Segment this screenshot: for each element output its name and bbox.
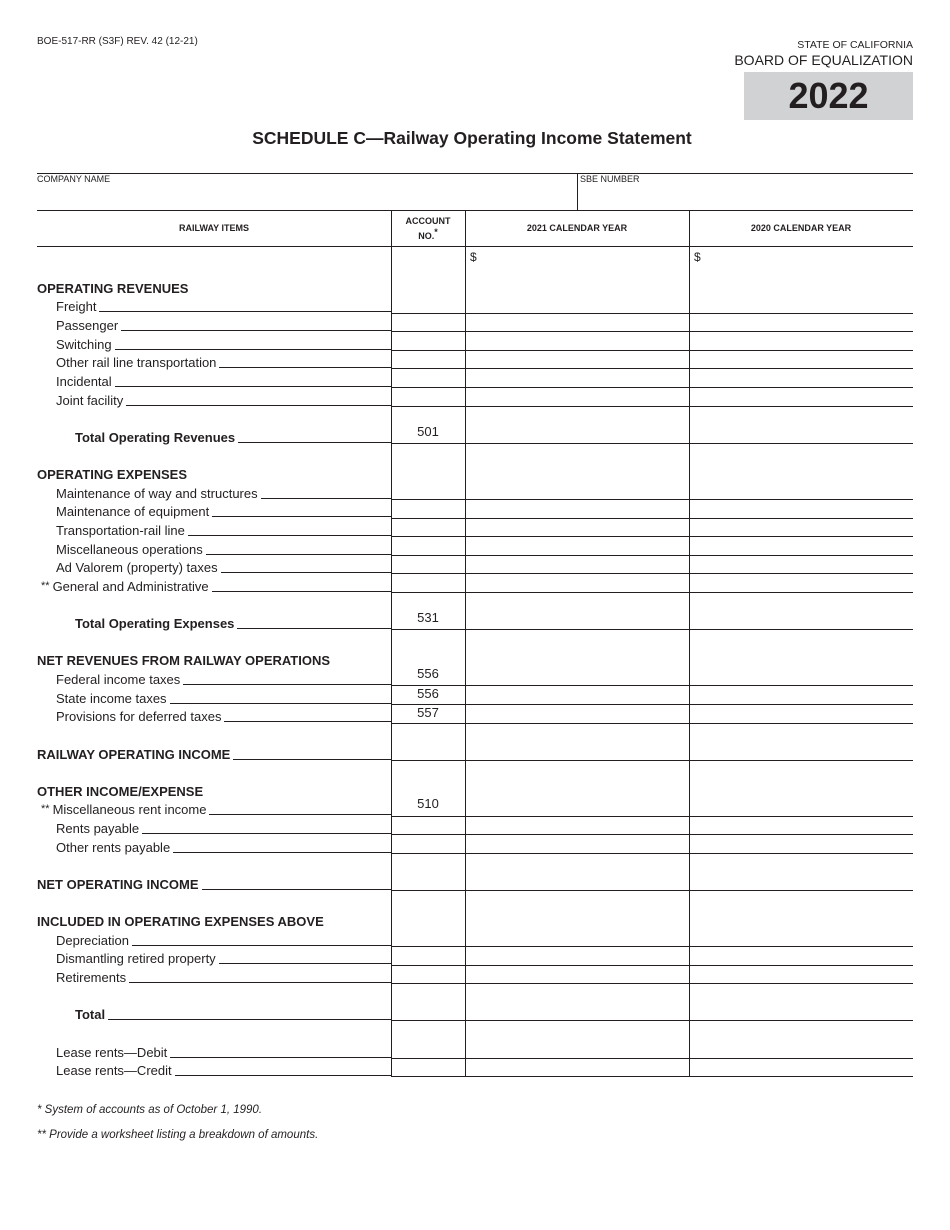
amount-2020-cell[interactable]: [690, 388, 912, 406]
row-label: Total Operating Revenues: [75, 430, 236, 445]
row-label: Miscellaneous operations: [56, 542, 203, 557]
double-asterisk: **: [41, 580, 50, 592]
amount-2020-cell[interactable]: [690, 518, 912, 536]
row-label: Rents payable: [56, 821, 140, 836]
row-label: Dismantling retired property: [56, 951, 216, 966]
row-label: Transportation-rail line: [56, 523, 185, 538]
amount-2021-cell[interactable]: [466, 425, 688, 443]
row-label: Other rents payable: [56, 840, 171, 855]
amount-2020-cell[interactable]: [690, 835, 912, 853]
amount-2020-cell[interactable]: [690, 295, 912, 313]
row-label: State income taxes: [56, 691, 167, 706]
amount-2021-cell[interactable]: [466, 537, 688, 555]
row-label: Total Operating Expenses: [75, 616, 235, 631]
dollar-sign-2020: $: [694, 250, 701, 264]
form-number: BOE-517-RR (S3F) REV. 42 (12-21): [37, 36, 198, 47]
amount-2020-cell[interactable]: [690, 798, 912, 816]
amount-2021-cell[interactable]: [466, 667, 688, 685]
col-header-items: RAILWAY ITEMS: [178, 223, 249, 233]
cell-rule: [391, 760, 913, 761]
amount-2021-cell[interactable]: [466, 369, 688, 387]
row-label: Freight: [56, 299, 97, 314]
account-federal-tax: 556: [417, 666, 439, 681]
row-label: Other rail line transportation: [56, 355, 217, 370]
amount-2020-cell[interactable]: [690, 965, 912, 983]
row-label: RAILWAY OPERATING INCOME: [37, 747, 231, 762]
amount-2021-cell[interactable]: [466, 816, 688, 834]
account-state-tax: 556: [417, 686, 439, 701]
amount-2020-cell[interactable]: [690, 481, 912, 499]
amount-2021-cell[interactable]: [466, 686, 688, 704]
row-label: Switching: [56, 337, 112, 352]
account-deferred-tax: 557: [417, 705, 439, 720]
amount-2021-cell[interactable]: [466, 313, 688, 331]
board-label: BOARD OF EQUALIZATION: [734, 52, 913, 68]
section-other-income: OTHER INCOME/EXPENSE: [37, 784, 204, 799]
section-net-revenues: NET REVENUES FROM RAILWAY OPERATIONS: [37, 653, 331, 668]
section-operating-expenses: OPERATING EXPENSES: [37, 467, 188, 482]
footnote-1: * System of accounts as of October 1, 1990.: [37, 1104, 263, 1116]
state-label: STATE OF CALIFORNIA: [797, 39, 913, 51]
amount-2020-cell[interactable]: [690, 555, 912, 573]
row-label: Total: [75, 1007, 106, 1022]
amount-2021-cell[interactable]: [466, 947, 688, 965]
amount-2020-cell[interactable]: [690, 667, 912, 685]
amount-2021-cell[interactable]: [466, 872, 688, 890]
cell-rule: [391, 406, 913, 407]
section-included-expenses: INCLUDED IN OPERATING EXPENSES ABOVE: [37, 914, 324, 929]
amount-2020-cell[interactable]: [690, 816, 912, 834]
amount-2021-cell[interactable]: [466, 295, 688, 313]
row-label: Provisions for deferred taxes: [56, 709, 222, 724]
amount-2021-cell[interactable]: [466, 705, 688, 723]
amount-2020-cell[interactable]: [690, 1002, 912, 1020]
amount-2020-cell[interactable]: [690, 947, 912, 965]
double-asterisk: **: [41, 803, 50, 815]
amount-2020-cell[interactable]: [690, 574, 912, 592]
account-no-text: NO.: [418, 231, 435, 241]
account-total-revenues: 501: [417, 424, 439, 439]
account-header-line1: ACCOUNT: [405, 216, 451, 226]
cell-rule: [391, 723, 913, 724]
amount-2021-cell[interactable]: [466, 965, 688, 983]
row-label: Maintenance of equipment: [56, 504, 210, 519]
sbe-number-field[interactable]: [580, 186, 910, 208]
amount-2020-cell[interactable]: [690, 872, 912, 890]
account-total-expenses: 531: [417, 610, 439, 625]
amount-2021-cell[interactable]: [466, 611, 688, 629]
amount-2021-cell[interactable]: [466, 742, 688, 760]
row-label: Lease rents—Credit: [56, 1063, 172, 1078]
amount-2020-cell[interactable]: [690, 611, 912, 629]
dollar-sign-2021: $: [470, 250, 477, 264]
amount-2020-cell[interactable]: [690, 705, 912, 723]
amount-2020-cell[interactable]: [690, 425, 912, 443]
header-top-rule: [37, 210, 913, 211]
amount-2021-cell[interactable]: [466, 332, 688, 350]
company-name-field[interactable]: [37, 186, 575, 208]
form-year: 2022: [744, 72, 913, 120]
col-header-account: [391, 216, 465, 242]
amount-2020-cell[interactable]: [690, 369, 912, 387]
amount-2020-cell[interactable]: [690, 500, 912, 518]
amount-2020-cell[interactable]: [690, 350, 912, 368]
cell-rule: [391, 629, 913, 630]
row-label: Passenger: [56, 318, 119, 333]
amount-2020-cell[interactable]: [690, 313, 912, 331]
cell-rule: [391, 1020, 913, 1021]
row-label: Incidental: [56, 374, 112, 389]
cell-rule: [391, 592, 913, 593]
amount-2021-cell[interactable]: [466, 1040, 688, 1058]
cell-rule: [391, 890, 913, 891]
amount-2021-cell[interactable]: [466, 574, 688, 592]
sbe-number-label: SBE NUMBER: [580, 174, 640, 184]
account-asterisk: *: [434, 227, 438, 237]
amount-2021-cell[interactable]: [466, 500, 688, 518]
amount-2021-cell[interactable]: [466, 1002, 688, 1020]
amount-2021-cell[interactable]: [466, 518, 688, 536]
row-label: Joint facility: [56, 393, 124, 408]
footnote-2: ** Provide a worksheet listing a breakdown of amounts.: [37, 1129, 319, 1141]
amount-2020-cell[interactable]: [690, 686, 912, 704]
cell-rule: [391, 443, 913, 444]
amount-2021-cell[interactable]: [466, 388, 688, 406]
row-label: Ad Valorem (property) taxes: [56, 560, 218, 575]
amount-2021-cell[interactable]: [466, 798, 688, 816]
cell-rule: [391, 1076, 913, 1077]
amount-2020-cell[interactable]: [690, 1040, 912, 1058]
amount-2020-cell[interactable]: [690, 1058, 912, 1076]
amount-2020-cell[interactable]: [690, 742, 912, 760]
amount-2020-cell[interactable]: [690, 332, 912, 350]
row-label: Maintenance of way and structures: [56, 486, 258, 501]
account-misc-rent: 510: [417, 796, 439, 811]
amount-2021-cell[interactable]: [466, 928, 688, 946]
amount-2021-cell[interactable]: [466, 481, 688, 499]
amount-2021-cell[interactable]: [466, 350, 688, 368]
amount-2020-cell[interactable]: [690, 537, 912, 555]
page-title: SCHEDULE C—Railway Operating Income Statement: [252, 128, 692, 148]
cell-rule: [391, 983, 913, 984]
row-label: Retirements: [56, 970, 127, 985]
amount-2020-cell[interactable]: [690, 928, 912, 946]
amount-2021-cell[interactable]: [466, 555, 688, 573]
amount-2021-cell[interactable]: [466, 835, 688, 853]
header-bottom-rule: [37, 246, 913, 247]
amount-2021-cell[interactable]: [466, 1058, 688, 1076]
field-top-rule: [37, 173, 913, 174]
row-label: Miscellaneous rent income: [52, 802, 207, 817]
row-label: NET OPERATING INCOME: [37, 877, 199, 892]
account-header-line2: [391, 227, 465, 242]
row-label: Lease rents—Debit: [56, 1045, 168, 1060]
field-divider: [577, 173, 578, 210]
row-label: Depreciation: [56, 933, 129, 948]
col-header-2021: 2021 CALENDAR YEAR: [526, 223, 628, 233]
section-operating-revenues: OPERATING REVENUES: [37, 281, 189, 296]
company-name-label: COMPANY NAME: [37, 174, 111, 184]
col-header-2020: 2020 CALENDAR YEAR: [750, 223, 852, 233]
row-label: General and Administrative: [52, 579, 209, 594]
cell-rule: [391, 853, 913, 854]
row-label: Federal income taxes: [56, 672, 181, 687]
